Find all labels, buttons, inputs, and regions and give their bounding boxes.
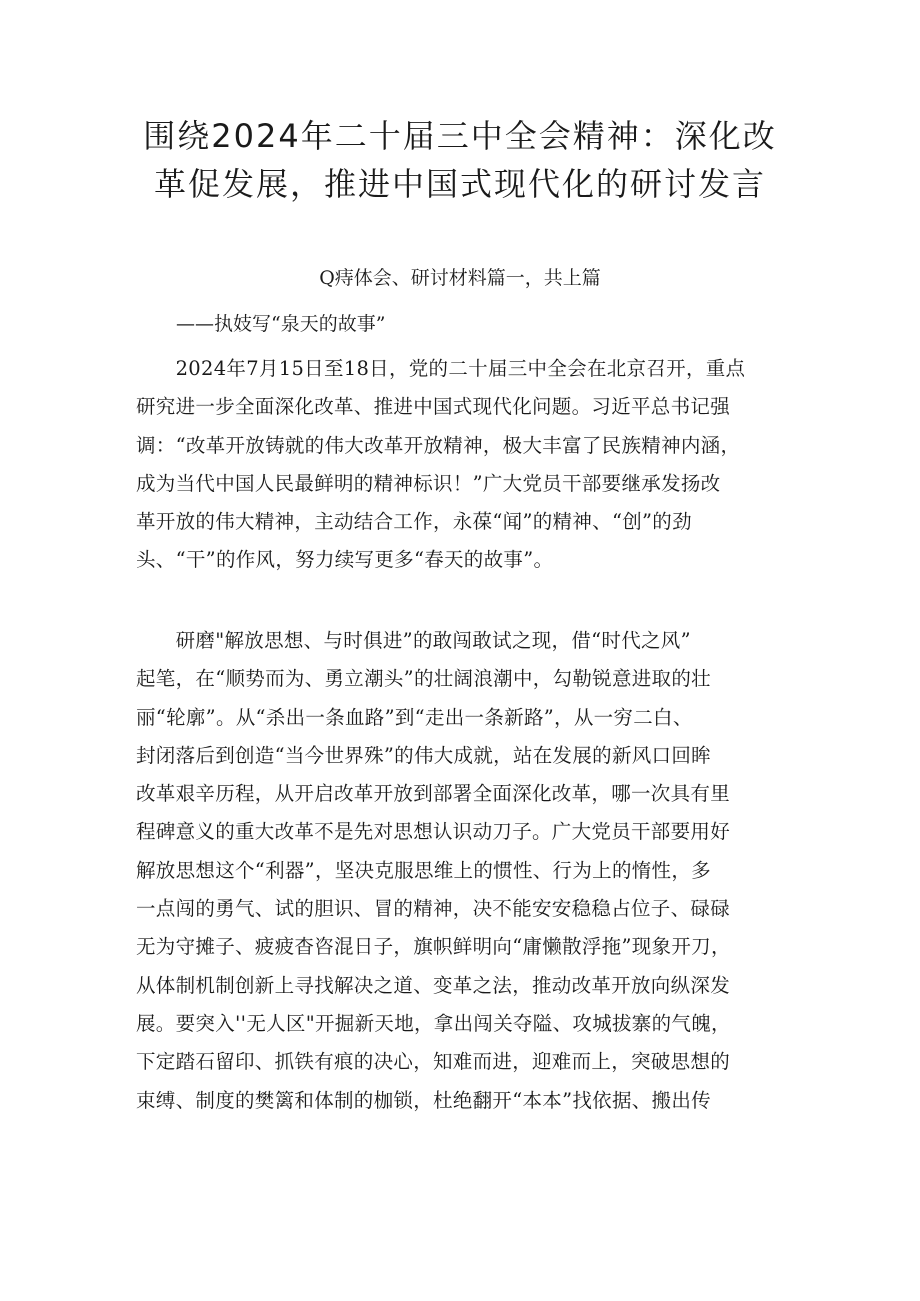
text-line: 展。要突入''无人区"开掘新天地，拿出闯关夺隘、攻城拔寨的气魄，: [136, 1011, 731, 1035]
paragraph-1: [136, 350, 796, 580]
text-line: 起笔，在“顺势而为、勇立潮头”的壮阔浪潮中，勾勒锐意进取的壮: [136, 667, 711, 691]
text-line: 下定踏石留印、抓铁有痕的决心，知难而进，迎难而上，突破思想的: [136, 1050, 731, 1074]
text-line: 改革艰辛历程，从开启改革开放到部署全面深化改革，哪一次具有里: [136, 782, 731, 806]
text-line: 革开放的伟大精神，主动结合工作，永葆“闻”的精神、“创”的劲: [136, 510, 692, 534]
paragraph-2: [136, 622, 796, 1120]
text-line: 丽“轮廓”。从“杀出一条血路”到“走出一条新路”，从一穷二白、: [136, 705, 693, 729]
text-line: 一点闯的勇气、试的胆识、冒的精神，决不能安安稳稳占位子、碌碌: [136, 897, 731, 921]
title-line: 革促发展，推进中国式现代化的研讨发言: [153, 165, 766, 203]
text-line: 封闭落后到创造“当今世界殊”的伟大成就，站在发展的新风口回眸: [136, 743, 711, 767]
text-line: 程碑意义的重大改革不是先对思想认识动刀子。广大党员干部要用好: [136, 820, 731, 844]
text-line: 研究进一步全面深化改革、推进中国式现代化问题。习近平总书记强: [136, 395, 731, 419]
text-line: 研磨"解放思想、与时俱进”的敢闯敢试之现，借“时代之风”: [136, 629, 691, 652]
text-line: 无为守摊子、疲疲杳咨混日子，旗帜鲜明向“庸懒散浮拖”现象开刀，: [136, 935, 731, 959]
document-subtitle: Q痔体会、研讨材料篇一，共上篇: [319, 267, 601, 289]
text-line: 解放思想这个“利器”，坚决克服思维上的惯性、行为上的惰性，多: [136, 858, 711, 882]
text-line: 从体制机制创新上寻找解决之道、变革之法，推动改革开放向纵深发: [136, 973, 731, 997]
title-line: 围绕2024年二十届三中全会精神：深化改: [143, 117, 777, 155]
text-line: 束缚、制度的樊篱和体制的枷锁，杜绝翻开“本本”找依据、搬出传: [136, 1088, 711, 1112]
document-title: [100, 112, 820, 208]
text-line: 2024年7月15日至18日，党的二十届三中全会在北京召开，重点: [136, 357, 746, 380]
document-byline: ——执妓写“泉天的故事”: [176, 313, 386, 335]
text-line: 成为当代中国人民最鲜明的精神标识！”广大党员干部要继承发扬改: [136, 471, 721, 495]
text-line: 调：“改革开放铸就的伟大改革开放精神，极大丰富了民族精神内涵，: [136, 433, 741, 457]
text-line: 头、“干”的作风，努力续写更多“春天的故事”。: [136, 548, 554, 572]
